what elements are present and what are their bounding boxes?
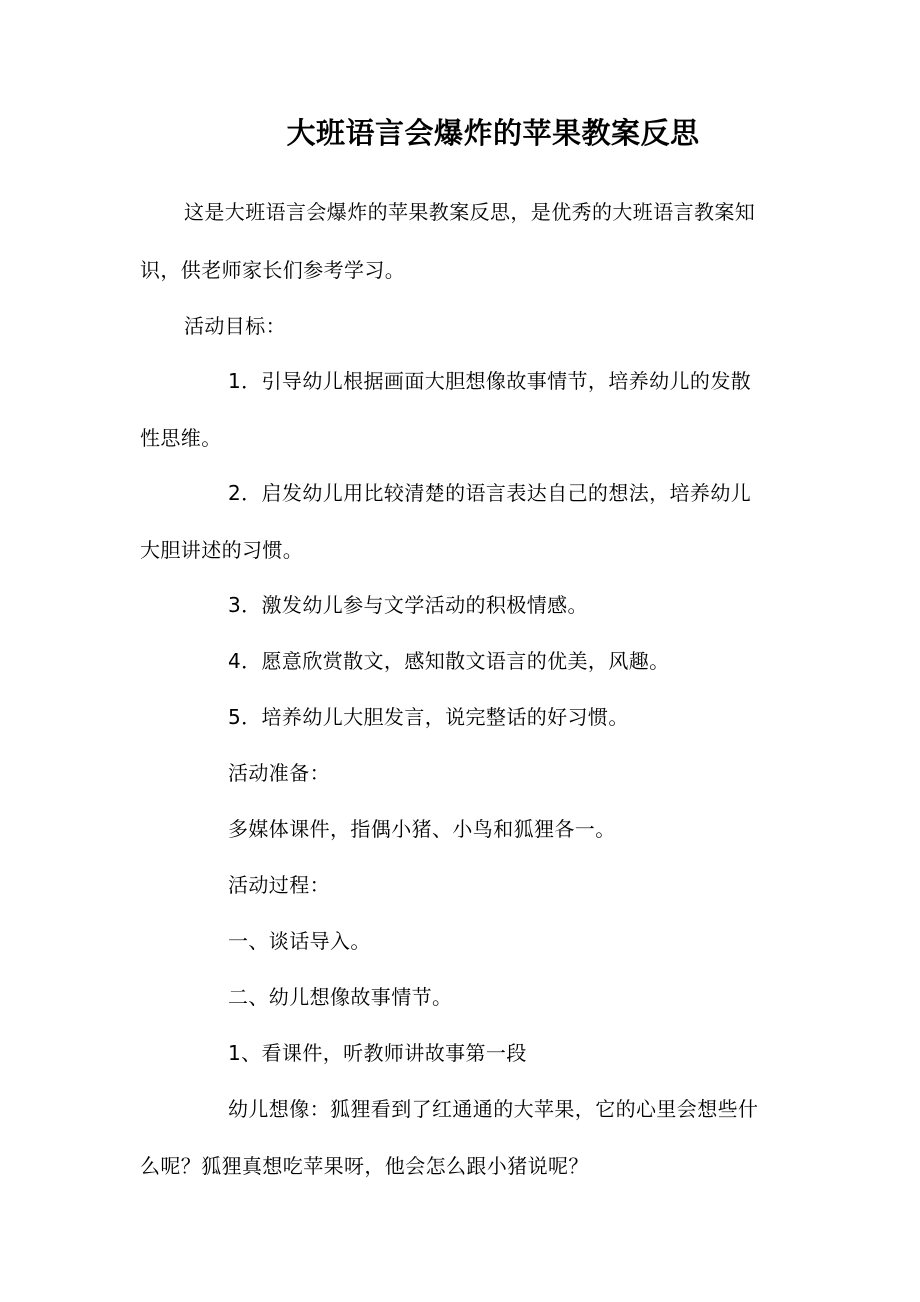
document-title: 大班语言会爆炸的苹果教案反思 xyxy=(286,116,700,150)
section-heading: 活动目标： xyxy=(184,314,286,338)
paragraph-line: 么呢？狐狸真想吃苹果呀，他会怎么跟小猪说呢？ xyxy=(140,1154,589,1178)
list-item: 5．培养幼儿大胆发言，说完整话的好习惯。 xyxy=(228,705,629,729)
list-item: 4．愿意欣赏散文，感知散文语言的优美，风趣。 xyxy=(228,649,670,673)
list-item-continuation: 性思维。 xyxy=(140,426,222,450)
paragraph-line: 识，供老师家长们参考学习。 xyxy=(140,258,406,282)
list-item-continuation: 大胆讲述的习惯。 xyxy=(140,538,304,562)
list-item: 一、谈话导入。 xyxy=(228,929,371,953)
section-heading: 活动准备： xyxy=(228,761,330,785)
list-item: 1．引导幼儿根据画面大胆想像故事情节，培养幼儿的发散 xyxy=(228,369,752,393)
list-item: 2．启发幼儿用比较清楚的语言表达自己的想法，培养幼儿 xyxy=(228,481,752,505)
paragraph-line: 幼儿想像：狐狸看到了红通通的大苹果，它的心里会想些什 xyxy=(228,1097,759,1121)
paragraph-line: 多媒体课件，指偶小猪、小鸟和狐狸各一。 xyxy=(228,817,616,841)
paragraph-line: 这是大班语言会爆炸的苹果教案反思，是优秀的大班语言教案知 xyxy=(184,200,756,224)
list-item: 1、看课件，听教师讲故事第一段 xyxy=(228,1041,527,1065)
list-item: 二、幼儿想像故事情节。 xyxy=(228,985,453,1009)
list-item: 3．激发幼儿参与文学活动的积极情感。 xyxy=(228,593,588,617)
section-heading: 活动过程： xyxy=(228,873,330,897)
